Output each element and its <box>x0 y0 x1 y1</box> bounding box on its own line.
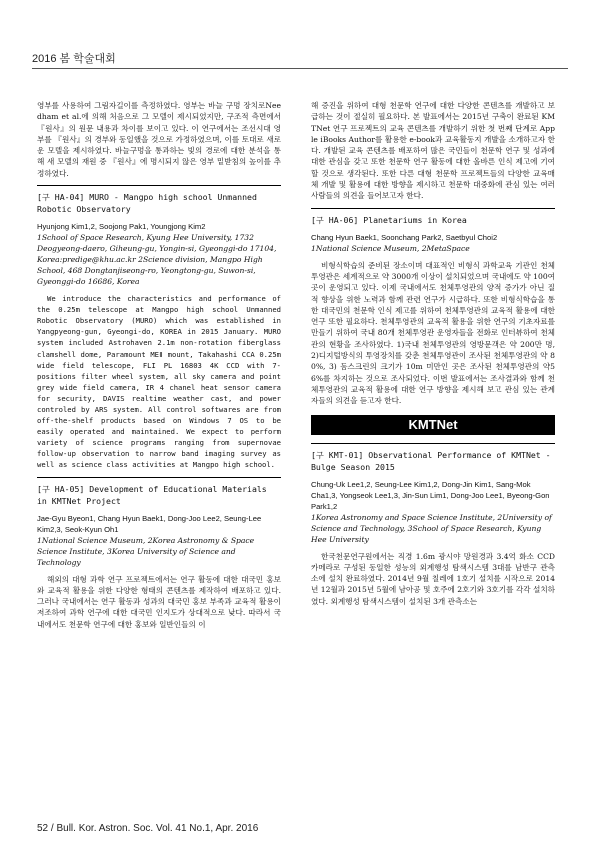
abstract-ha06: 비형식학습의 준비된 장소이며 대표적인 비형식 과학교육 기관인 천체투영관은 세계적으로 약 3000개 이상이 설치되었으며 국내에도 약 100여 곳이 운영되고 있다. 이제 국내에서도 천체투영관의 양적 증가가 아닌 질적 향상을 위한 노력과 함께 관련 연구가 시급하다. 또한 비형식학습을 통한 대국민의 천문학 인식 제고를 위하여 천체투영관의 교육적 활용에 대한 연구 또한 필요하다. 천체투영관의 교육적 활용을 위한 연구의 기초자료를 만들기 위하여 국내 80개 천체투영관 운영자들을 전화로 인터뷰하여 천체관의 현황을 조사하였다. 1)국내 천체투영관의 영방문객은 약 200만 명, 2)디지털방식의 투영장치를 갖춘 천체투영관이 조사된 천체투영관의 약 80%, 3) 돔스크린의 크기가 10m 미만인 곳은 조사된 천체투영관의 약56%를 차지하는 것으로 조사되었다. 이번 발표에서는 조사결과와 함께 천체투영관의 교육적 활용에 대한 연구 방향을 제시해 보고 관심 있는 관계자들의 의견을 듣고자 한다. <box>311 260 555 406</box>
author-block-ha04 <box>37 221 281 287</box>
page-footer: 52 / Bull. Kor. Astron. Soc. Vol. 41 No.1, Apr. 2016 <box>37 823 259 834</box>
authors: Chang Hyun Baek1, Soonchang Park2, Saetbyul Choi2 <box>311 232 498 242</box>
continued-paragraph: 해 증진을 위하여 대형 천문학 연구에 대한 다양한 콘텐츠를 개발하고 보급하는 것이 절실히 필요하다. 본 발표에서는 2015년 구축이 완료된 KMTNet 연구 프로젝트의 교육 콘텐츠를 개발하기 위한 첫 번째 단계로 Apple iBooks Author를 활용한 e-book과 교육활동지 개발을 소개하고자 한다. 개발된 교육 콘텐츠를 배포하여 많은 국민들이 천문학 연구 및 성과에 대한 관심을 갖고 또한 천문학 연구 활동에 대한 올바른 인식 제고에 기여할 것으로 생각된다. 또한 다른 대형 천문학 프로젝트들의 다양한 교육매체 개발 및 활용에 대한 방향을 제시하고 천문학 대중화에 관심 있는 여러 사람들의 의견을 들어보고자 한다. <box>311 101 555 201</box>
section-title-ha05: [구 HA-05] Development of Educational Materials in KMTNet Project <box>37 477 281 507</box>
affiliations: 1National Science Museum, 2MetaSpace <box>311 243 470 253</box>
author-block-kmt01 <box>311 479 555 545</box>
section-title-ha06: [구 HA-06] Planetariums in Korea <box>311 208 555 226</box>
author-block-ha05 <box>37 513 281 568</box>
authors: Hyunjong Kim1,2, Soojong Pak1, Youngjong Kim2 <box>37 222 206 232</box>
authors: Jae-Gyu Byeon1, Chang Hyun Baek1, Dong-Joo Lee2, Seung-Lee Kim2,3, Seok-Kyun Oh1 <box>37 513 262 534</box>
section-title-kmt01: [구 KMT-01] Observational Performance of KMTNet - Bulge Season 2015 <box>311 443 555 473</box>
abstract-kmt01: 한국천문연구원에서는 직경 1.6m 광시야 망원경과 3.4억 화소 CCD 카메라로 구성된 동일한 성능의 외계행성 탐색시스템 3대를 남반구 관측소에 설치 완료하였다. 2014년 9월 칠레에 1호기 설치를 시작으로 2014년 12월과 2015년 5월에 남아공 및 호주에 2호기와 3호기를 각각 설치하였다. 외계행성 탐색시스템이 설치된 3개 관측소는 <box>311 551 555 606</box>
affiliations: 1School of Space Research, Kyung Hee University, 1732 Deogyeong-daero, Giheung-gu, Yongin-si, Gyeonggi-do 17104, Korea:predige@khu.ac.kr 2Science division, Mangpo High School, 468 Dongtanjiseong-ro, Yeongtong-gu, Suwon-si, Gyeonggi-do 16686, Korea <box>37 233 277 287</box>
right-column <box>311 100 555 610</box>
running-header: 2016 봄 학술대회 <box>32 53 116 65</box>
kmtnet-banner: KMTNet <box>311 415 555 435</box>
abstract-ha05: 해외의 대형 과학 연구 프로젝트에서는 연구 활동에 대한 대국민 홍보와 교육적 활용을 위한 다양한 형태의 콘텐츠를 제작하여 배포하고 있다. 그러나 국내에서는 연구 활동과 성과의 대국민 홍보 부족과 교육적 활용이 저조하여 과학 연구에 대한 대국민 인지도가 상대적으로 낮다. 따라서 국내에서도 천문학 연구에 대한 홍보와 일반인들의 이 <box>37 574 281 629</box>
header-rule <box>32 68 568 69</box>
authors: Chung-Uk Lee1,2, Seung-Lee Kim1,2, Dong-Jin Kim1, Sang-Mok Cha1,3, Yongseok Lee1,3, Jin-Sun Lim1, Dong-Joo Lee1, Byeong-Gon Park1,2 <box>311 479 550 511</box>
section-title-ha04: [구 HA-04] MURO - Mangpo high school Unmanned Robotic Observatory <box>37 185 281 215</box>
affiliations: 1National Science Museum, 2Korea Astronomy & Space Science Institute, 3Korea University of Science and Technology <box>37 535 255 567</box>
affiliations: 1Korea Astronomy and Space Science Institute, 2University of Science and Technology, 3School of Space Research, Kyung Hee University <box>311 512 552 544</box>
continued-paragraph: 영부를 사용하여 그림자길이를 측정하였다. 영부는 바늘 구멍 장치로Needham et al.에 의해 처음으로 그 모델이 제시되었지만, 구조적 측면에서 『원사』의 원문 내용과 차이를 보이고 있다. 이 연구에서는 조선시대 영부를 『원사』의 경부와 동일했을 것으로 가정하였으며, 이를 토대로 새로운 모델을 제시하였다. 바늘구멍을 통과하는 빛의 경로에 대한 분석을 통해 새 모델의 재원 중 『원사』에 명시되지 않은 영부 밑받침의 높이를 추정하였다. <box>37 101 281 178</box>
left-column <box>37 100 281 633</box>
author-block-ha06 <box>311 232 555 254</box>
abstract-ha04: We introduce the characteristics and performance of the 0.25m telescope at Mangpo high school Unmanned Robotic Observatory (MURO) which was established in Yangpyeong-gun, Gyeongi-do, KOREA in 2015 January. MURO system included Astrohaven 2.1m non-rotation fiberglass clamshell dome, Paramount MEⅡ mount, Takahashi CCA 0.25m wide field telescope, FLI PL 16803 4K CCD with 7-positions filter wheel system, all sky camera and point grey wide field camera, IR 4 chanel heat sensor camera for security, DAVIS realtime weather cast, and power controled by ARS system. All control softwares are from off-the-shelf products based on Windows 7 OS to be easily operated and maintained. We expect to perform variety of science programs ranging from supernovae follow-up observation to narrow band imaging survey as well as science class activities at Mangpo high school. <box>37 294 281 470</box>
